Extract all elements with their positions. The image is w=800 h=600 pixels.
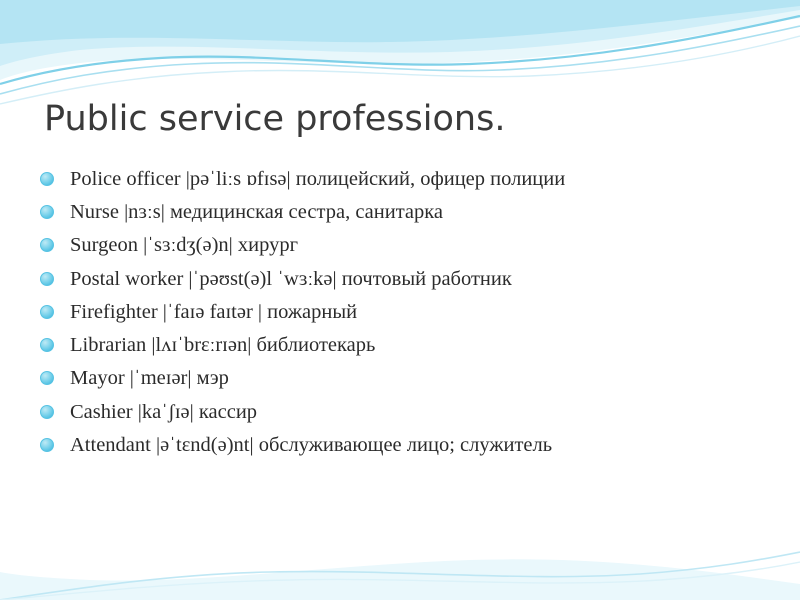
list-item xyxy=(36,399,766,425)
list-item xyxy=(36,199,766,225)
list-item xyxy=(36,299,766,325)
list-item-label: Librarian |lʌɪˈbrɛːrɪən| библиотекарь xyxy=(70,334,376,357)
bottom-wave-decoration xyxy=(0,510,800,600)
bullet-icon xyxy=(40,205,54,219)
bullet-list xyxy=(36,166,766,465)
list-item-label: Surgeon |ˈsɜːdʒ(ə)n| хирург xyxy=(70,234,298,257)
page-title: Public service professions. xyxy=(44,99,506,139)
list-item-label: Cashier |kaˈʃɪə| кассир xyxy=(70,400,258,423)
list-item xyxy=(36,332,766,358)
bullet-icon xyxy=(40,305,54,319)
bullet-icon xyxy=(40,405,54,419)
bullet-icon xyxy=(40,438,54,452)
list-item xyxy=(36,432,766,458)
bullet-icon xyxy=(40,172,54,186)
bullet-icon xyxy=(40,272,54,286)
list-item-label: Nurse |nɜːs| медицинская сестра, санитарка xyxy=(70,201,444,224)
list-item-label: Postal worker |ˈpəʊst(ə)l ˈwɜːkə| почтовый работник xyxy=(70,267,512,290)
list-item xyxy=(36,232,766,258)
list-item-label: Attendant |əˈtɛnd(ə)nt| обслуживающее лицо; служитель xyxy=(70,433,553,456)
list-item xyxy=(36,166,766,192)
bullet-icon xyxy=(40,238,54,252)
bullet-icon xyxy=(40,338,54,352)
list-item-label: Firefighter |ˈfaɪə faɪtər | пожарный xyxy=(70,300,358,323)
list-item xyxy=(36,365,766,391)
list-item xyxy=(36,266,766,292)
list-item-label: Police officer |pəˈliːs ɒfɪsə| полицейский, офицер полиции xyxy=(70,168,566,190)
bullet-icon xyxy=(40,371,54,385)
list-item-label: Mayor |ˈmeɪər| мэр xyxy=(70,367,229,390)
